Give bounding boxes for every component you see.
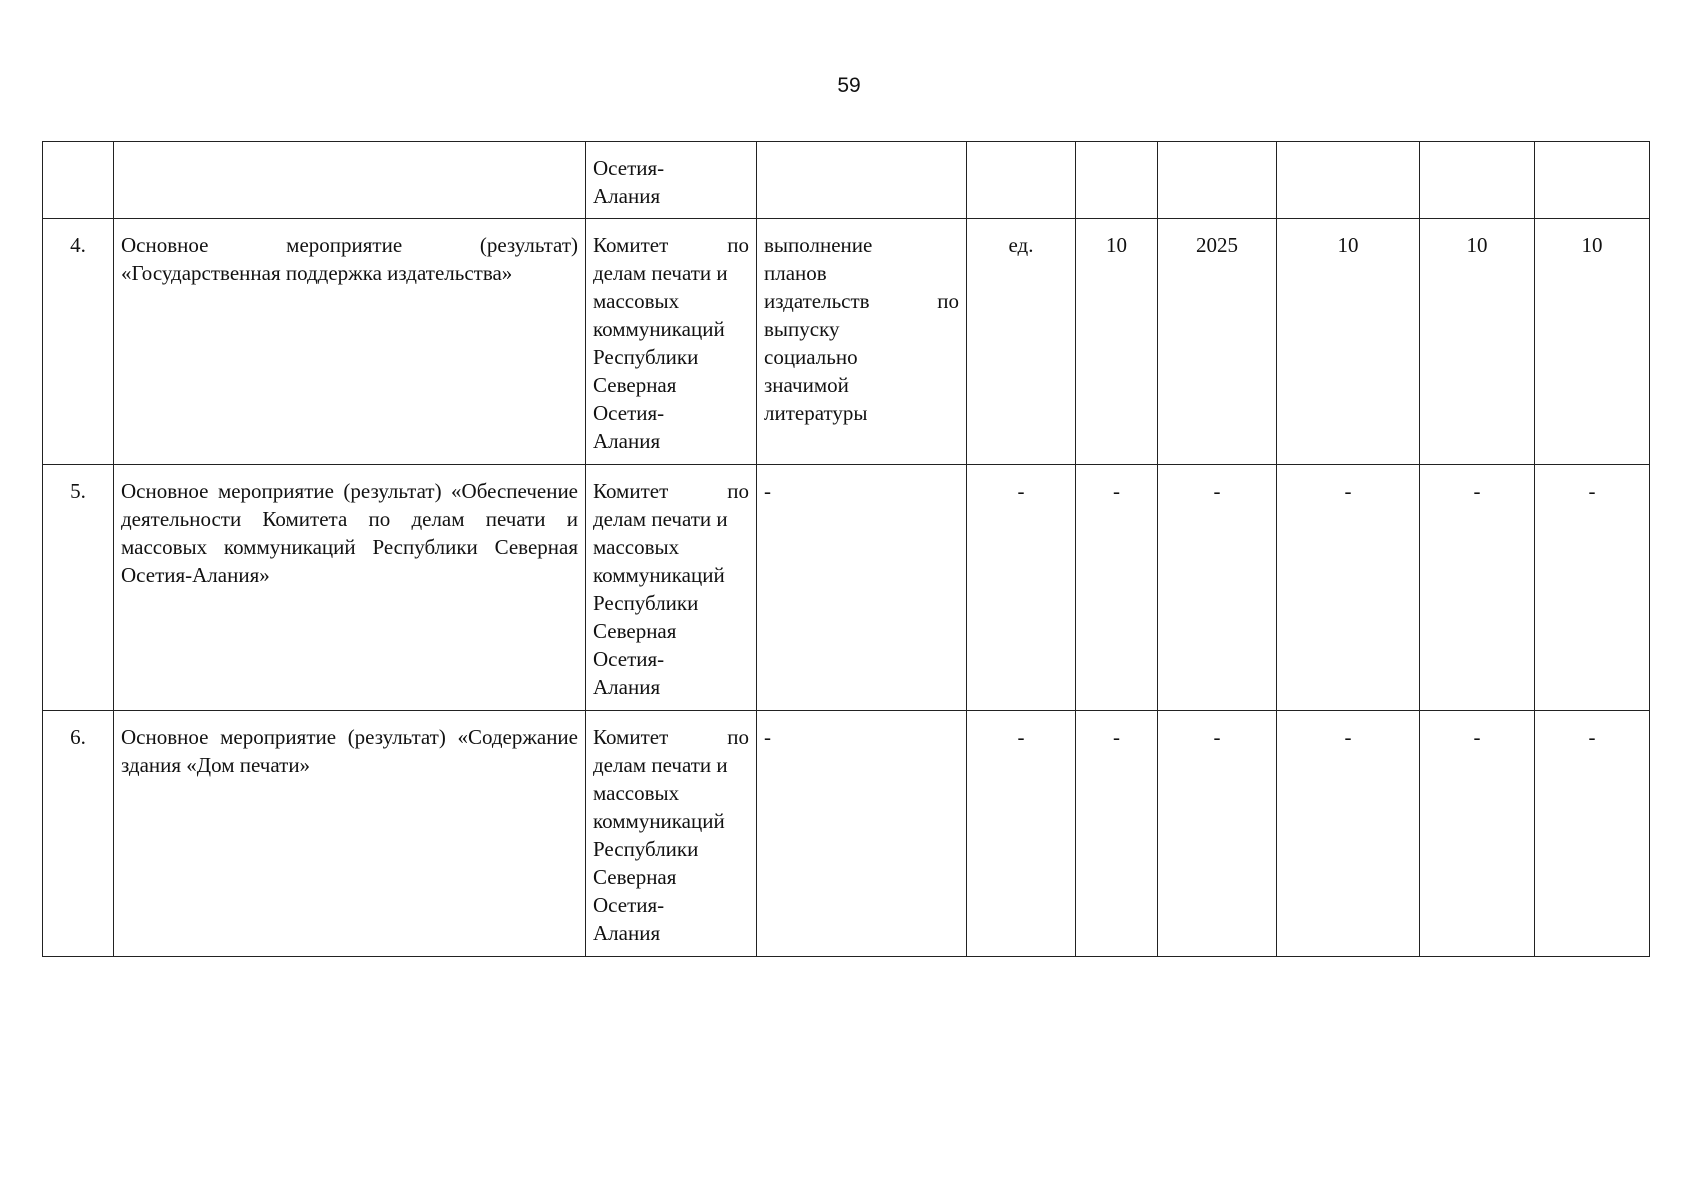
executor-line: массовых [593,535,680,559]
cell-value-3: - [1535,711,1650,957]
indicator-line: выпуску [764,317,840,341]
cell-unit: - [967,465,1076,711]
cell-value-2: - [1420,711,1535,957]
table-row [43,711,1650,957]
cell-unit: - [967,711,1076,957]
cell-value-1: 10 [1277,219,1420,465]
executor-line: Северная [593,619,677,643]
cell-indicator [757,465,967,711]
executor-line: Алания [593,184,661,208]
cell-year: 2025 [1158,219,1277,465]
executor-line: делам печати и [593,753,728,777]
cell-value-2: 10 [1420,219,1535,465]
cell-num: 5. [43,465,114,711]
cell-value-3 [1535,142,1650,219]
cell-value-2: - [1420,465,1535,711]
cell-num: 4. [43,219,114,465]
cell-executor [586,465,757,711]
cell-base-value [1076,142,1158,219]
cell-value-2 [1420,142,1535,219]
cell-name: Основное мероприятие (результат) «Содержание здания «Дом печати» [114,711,586,957]
indicator-line: литературы [764,401,868,425]
executor-line: Комитет по [593,479,749,503]
executor-line: Республики [593,591,699,615]
cell-base-value: 10 [1076,219,1158,465]
indicator-line: социально [764,345,858,369]
cell-name: Основное мероприятие (результат) «Обеспечение деятельности Комитета по делам печати и массовых коммуникаций Республики Северная Осетия-Алания» [114,465,586,711]
executor-line: Республики [593,837,699,861]
indicator-line: планов [764,261,827,285]
executor-line: Алания [593,675,661,699]
cell-unit [967,142,1076,219]
program-table [42,141,1650,957]
indicator-line: выполнение [764,233,873,257]
cell-year [1158,142,1277,219]
cell-executor [586,142,757,219]
table-row-continuation [43,142,1650,219]
executor-line: Комитет по [593,233,749,257]
cell-executor [586,711,757,957]
executor-line: коммуникаций [593,317,725,341]
cell-value-3: - [1535,465,1650,711]
executor-line: делам печати и [593,261,728,285]
executor-line: Осетия- [593,156,665,180]
executor-line: Осетия- [593,893,665,917]
cell-indicator [757,142,967,219]
cell-name: Основное мероприятие (результат) «Государственная поддержка издательства» [114,219,586,465]
cell-indicator [757,219,967,465]
cell-year: - [1158,711,1277,957]
cell-year: - [1158,465,1277,711]
executor-line: Комитет по [593,725,749,749]
page-number: 59 [837,74,861,97]
cell-name [114,142,586,219]
executor-line: Алания [593,921,661,945]
executor-line: Северная [593,865,677,889]
cell-num: 6. [43,711,114,957]
executor-line: массовых [593,781,680,805]
cell-executor [586,219,757,465]
executor-line: Алания [593,429,661,453]
table-row [43,465,1650,711]
indicator-line: - [764,479,771,503]
executor-line: Осетия- [593,401,665,425]
indicator-line: - [764,725,771,749]
cell-base-value: - [1076,465,1158,711]
cell-value-1: - [1277,711,1420,957]
table-row [43,219,1650,465]
indicator-line: издательств по [764,289,959,313]
cell-value-1 [1277,142,1420,219]
executor-line: Республики [593,345,699,369]
executor-line: Осетия- [593,647,665,671]
cell-unit: ед. [967,219,1076,465]
cell-value-1: - [1277,465,1420,711]
indicator-line: значимой [764,373,849,397]
cell-base-value: - [1076,711,1158,957]
executor-line: делам печати и [593,507,728,531]
executor-line: массовых [593,289,680,313]
executor-line: коммуникаций [593,809,725,833]
cell-indicator [757,711,967,957]
cell-value-3: 10 [1535,219,1650,465]
cell-num [43,142,114,219]
executor-line: коммуникаций [593,563,725,587]
executor-line: Северная [593,373,677,397]
